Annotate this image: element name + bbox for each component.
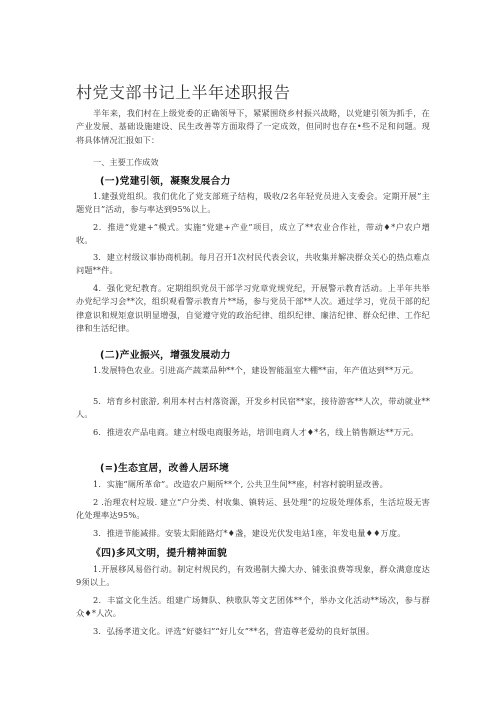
list-item: 3．推进节能减排。安装太阳能路灯*♦盏，建设光伏发电站1座，年发电量♦♦万度。: [93, 528, 406, 538]
section-heading-civilization: 《四)多风文明，提升精神面貌: [91, 548, 228, 559]
section-heading-industry: (二)产业振兴，增强发展动力: [100, 350, 231, 361]
list-item: 1.开展移风易俗行动。制定村规民约，有效遏制大操大办、铺张浪费等现象，群众满意度达9须以上。: [76, 564, 430, 588]
list-item: 3．建立村级议事协商机制。每月召开1次村民代表会议，共收集并解决群众关心的热点难点问题**件。: [76, 252, 430, 276]
list-item: 2．推进“党建+”模式。实施“党建+产业”项目，成立了**农业合作社，带动♦*户农户增收。: [76, 222, 430, 246]
intro-paragraph: 半年来，我们村在上级党委的正确领导下，紧紧围绕乡村振兴战略，以党建引领为抓手，在产业发展、基础设施建设、民生改善等方面取得了一定成效，但同时也存在•些不足和问题。现将具体情况汇报如下：: [76, 108, 430, 145]
section-heading-ecology: (=)生态宜居，改善人居环境: [100, 463, 230, 474]
document-title: 村党支部书记上半年述职报告: [76, 83, 291, 102]
list-item: 3．弘扬孝道文化。评选“好婆妇”“好儿女”**名，营造尊老爱幼的良好氛围。: [93, 626, 375, 636]
list-item: 5．培育乡村旅游, 利用本村古村落资源，开发乡村民宿**家，接待游客**人次，带动就业**人。: [76, 396, 430, 420]
list-item: 1.建强党组织。我们优化了党支部班子结构，吸收/2名年轻党员进入支委会。定期开展”主题党日”活动，参与率达到95%以上。: [76, 191, 430, 215]
list-item: 4．强化党纪教育。定期组织党员干部学习党章党规党纪，开展警示教育活动。上半年共举办党纪学习会**次，组织观看警示教育片**场，参与党员干部**人次。通过学习，党员干部的纪律意识和规矩意识明显增强，自觉遵守党的政治纪律、组织纪律、廉洁纪律、群众纪律、工作纪律和生活纪律。: [76, 283, 430, 334]
list-item: 1．实施“厕所革命”。改造农户厕所**个, 公共卫生间**座，村容村貌明显改善。: [93, 479, 388, 489]
list-item: 2．丰富文化生活。组建广场舞队、秧歌队等文艺团体**个，举办文化活动**场次，参与群众♦*人次。: [76, 595, 430, 619]
list-item: 1.发展特色农业。引进高产蔬菜品种**个，建设智能温室大棚**亩，年产值达到**万元。: [93, 365, 419, 375]
section-one-heading: 一、主要工作成效: [93, 157, 159, 167]
list-item: 6．推进农产品电商。建立村级电商服务站，培训电商人才♦*名，线上销售额达**万元。: [93, 427, 419, 437]
list-item: 2 .治理农村垃圾. 建立“户分类、村收集、镇转运、县处理”的垃圾处理体系，生活垃圾无害化处理率达95%。: [76, 497, 430, 521]
section-heading-party-building: (一)党建引领，凝聚发展合力: [100, 176, 231, 187]
